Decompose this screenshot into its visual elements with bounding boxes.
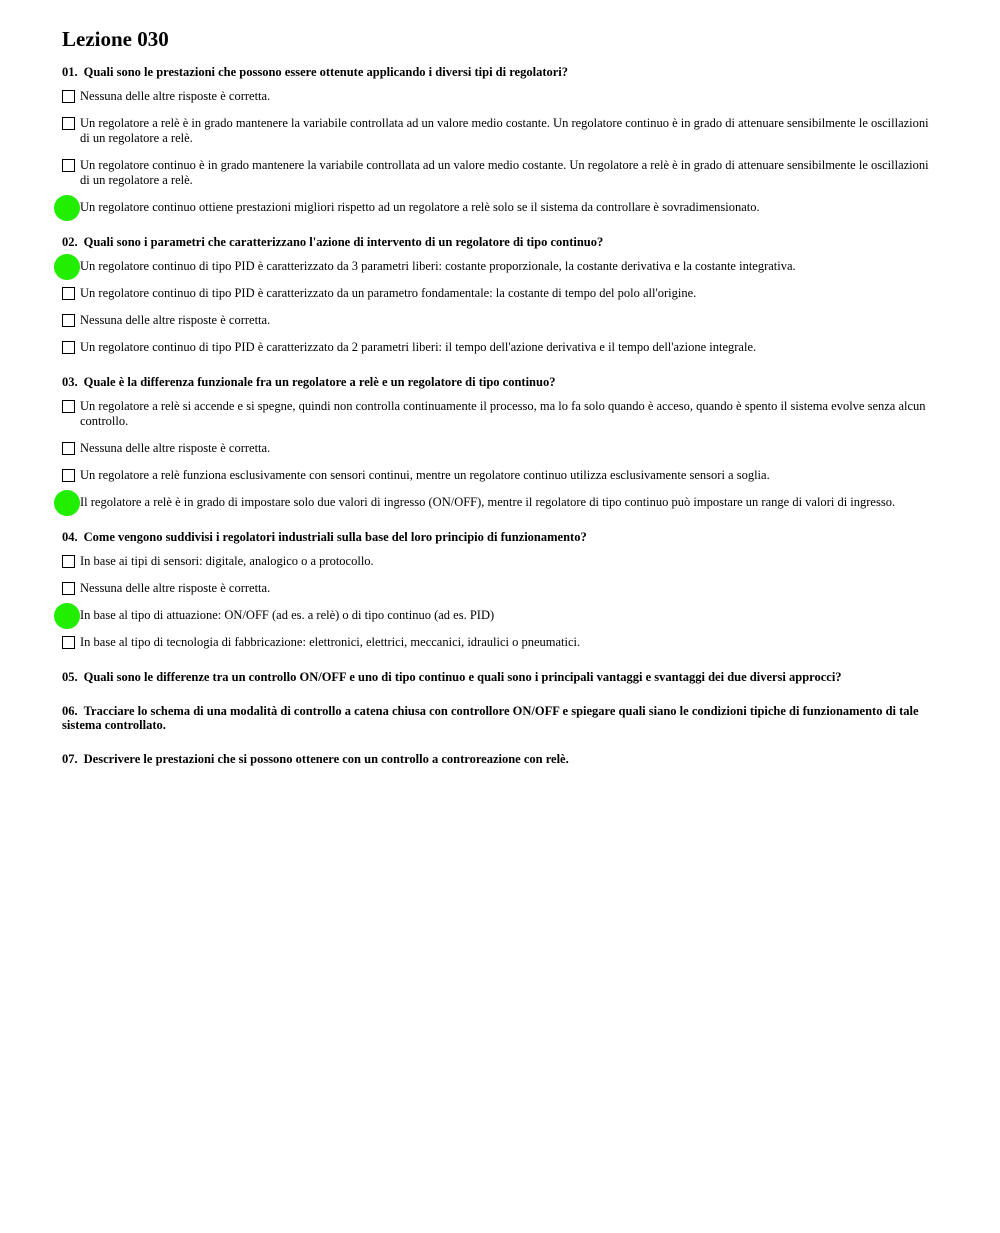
question-block	[62, 65, 938, 215]
answer-text: Nessuna delle altre risposte è corretta.	[80, 581, 271, 595]
answer-option[interactable]	[62, 399, 938, 429]
answer-text: Nessuna delle altre risposte è corretta.	[80, 89, 271, 103]
answer-text: Un regolatore continuo di tipo PID è caratterizzato da 3 parametri liberi: costante proporzionale, la costante derivativa e la costante integrativa.	[80, 259, 796, 273]
question-block	[62, 530, 938, 650]
question-block	[62, 704, 938, 732]
answer-option[interactable]	[62, 340, 938, 355]
question-label: Come vengono suddivisi i regolatori industriali sulla base del loro principio di funzionamento?	[83, 530, 587, 544]
checkbox[interactable]	[62, 341, 75, 354]
question-label: Quale è la differenza funzionale fra un regolatore a relè e un regolatore di tipo continuo?	[83, 375, 556, 389]
checkbox[interactable]	[62, 314, 75, 327]
question-label: Tracciare lo schema di una modalità di controllo a catena chiusa con controllore ON/OFF e spiegare quali siano le condizioni tipiche di funzionamento di tale sistema controllato.	[62, 704, 919, 732]
answer-option[interactable]	[62, 259, 938, 274]
question-block	[62, 375, 938, 510]
answer-text: Un regolatore continuo di tipo PID è caratterizzato da 2 parametri liberi: il tempo dell'azione derivativa e il tempo dell'azione integrale.	[80, 340, 757, 354]
question-number: 02.	[62, 235, 78, 249]
question-text	[62, 704, 938, 732]
checkbox[interactable]	[62, 636, 75, 649]
question-number: 07.	[62, 752, 78, 766]
checkbox[interactable]	[62, 555, 75, 568]
question-number: 04.	[62, 530, 78, 544]
correct-answer-marker-icon	[54, 490, 80, 516]
answer-option[interactable]	[62, 116, 938, 146]
answer-option[interactable]	[62, 441, 938, 456]
question-list	[62, 65, 938, 766]
question-block	[62, 670, 938, 684]
question-label: Descrivere le prestazioni che si possono ottenere con un controllo a controreazione con relè.	[83, 752, 569, 766]
answer-text: Un regolatore a relè si accende e si spegne, quindi non controlla continuamente il processo, ma lo fa solo quando è acceso, quando è spento il sistema evolve senza alcun controllo.	[80, 399, 926, 428]
answer-option[interactable]	[62, 495, 938, 510]
question-text	[62, 530, 938, 544]
answer-option[interactable]	[62, 608, 938, 623]
checkbox[interactable]	[62, 287, 75, 300]
question-text	[62, 235, 938, 249]
checkbox[interactable]	[62, 117, 75, 130]
answer-option[interactable]	[62, 468, 938, 483]
question-text	[62, 65, 938, 79]
question-text	[62, 752, 938, 766]
question-block	[62, 235, 938, 355]
checkbox[interactable]	[62, 90, 75, 103]
answer-text: Un regolatore continuo di tipo PID è caratterizzato da un parametro fondamentale: la costante di tempo del polo all'origine.	[80, 286, 697, 300]
answer-option[interactable]	[62, 635, 938, 650]
answer-option[interactable]	[62, 200, 938, 215]
answer-text: In base al tipo di tecnologia di fabbricazione: elettronici, elettrici, meccanici, idraulici o pneumatici.	[80, 635, 581, 649]
question-text	[62, 670, 938, 684]
checkbox[interactable]	[62, 159, 75, 172]
answer-option[interactable]	[62, 313, 938, 328]
correct-answer-marker-icon	[54, 603, 80, 629]
answer-text: Il regolatore a relè è in grado di impostare solo due valori di ingresso (ON/OFF), mentre il regolatore di tipo continuo può impostare un range di valori di ingresso.	[80, 495, 896, 509]
answer-option[interactable]	[62, 286, 938, 301]
correct-answer-marker-icon	[54, 195, 80, 221]
answer-option[interactable]	[62, 158, 938, 188]
checkbox[interactable]	[62, 400, 75, 413]
question-number: 01.	[62, 65, 78, 79]
question-block	[62, 752, 938, 766]
correct-answer-marker-icon	[54, 254, 80, 280]
checkbox[interactable]	[62, 442, 75, 455]
answer-text: Un regolatore a relè è in grado mantenere la variabile controllata ad un valore medio costante. Un regolatore continuo è in grado di attenuare sensibilmente le oscillazioni di un regolatore a relè.	[80, 116, 929, 145]
answer-option[interactable]	[62, 554, 938, 569]
question-label: Quali sono le prestazioni che possono essere ottenute applicando i diversi tipi di regolatori?	[83, 65, 569, 79]
answer-text: Un regolatore continuo ottiene prestazioni migliori rispetto ad un regolatore a relè solo se il sistema da controllare è sovradimensionato.	[80, 200, 760, 214]
answer-option[interactable]	[62, 581, 938, 596]
question-number: 03.	[62, 375, 78, 389]
answer-text: Un regolatore continuo è in grado mantenere la variabile controllata ad un valore medio costante. Un regolatore a relè è in grado di attenuare sensibilmente le oscillazioni di un regolatore a relè.	[80, 158, 929, 187]
answer-text: Nessuna delle altre risposte è corretta.	[80, 313, 271, 327]
answer-text: In base al tipo di attuazione: ON/OFF (ad es. a relè) o di tipo continuo (ad es. PID)	[80, 608, 495, 622]
document-page	[62, 26, 938, 786]
answer-text: Nessuna delle altre risposte è corretta.	[80, 441, 271, 455]
question-number: 05.	[62, 670, 78, 684]
answer-text: In base ai tipi di sensori: digitale, analogico o a protocollo.	[80, 554, 374, 568]
checkbox[interactable]	[62, 469, 75, 482]
answer-option[interactable]	[62, 89, 938, 104]
question-label: Quali sono le differenze tra un controllo ON/OFF e uno di tipo continuo e quali sono i principali vantaggi e svantaggi dei due diversi approcci?	[83, 670, 842, 684]
checkbox[interactable]	[62, 582, 75, 595]
question-label: Quali sono i parametri che caratterizzano l'azione di intervento di un regolatore di tipo continuo?	[83, 235, 604, 249]
question-text	[62, 375, 938, 389]
question-number: 06.	[62, 704, 78, 718]
answer-text: Un regolatore a relè funziona esclusivamente con sensori continui, mentre un regolatore continuo utilizza esclusivamente sensori a soglia.	[80, 468, 770, 482]
page-title: Lezione 030	[62, 27, 169, 51]
